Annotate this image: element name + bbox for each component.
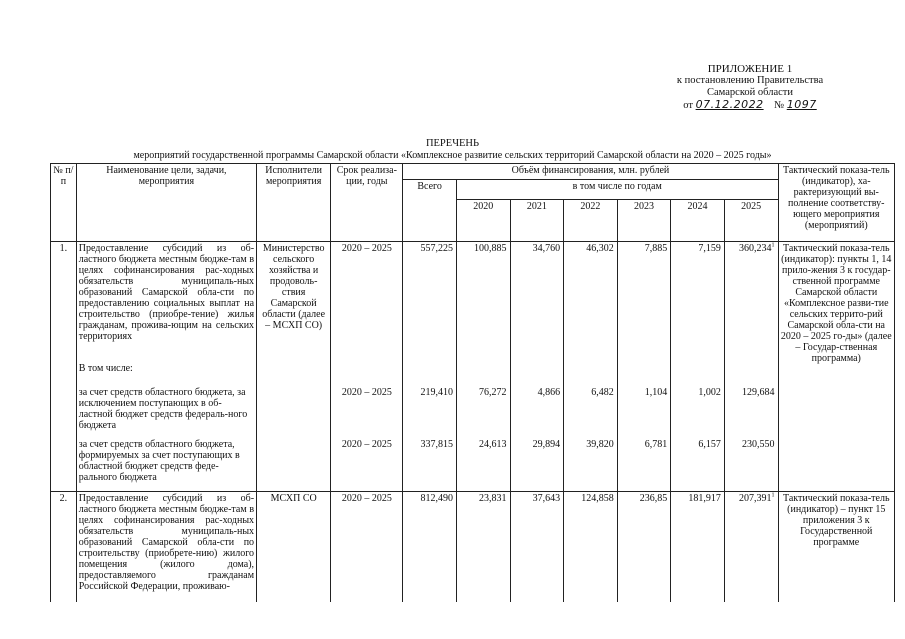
document-date: 07.12.2022 — [695, 98, 764, 111]
row-year-value: 6,482 — [564, 386, 618, 438]
row-total: 557,225 — [403, 242, 457, 362]
table-row — [51, 386, 895, 438]
appendix-block — [650, 63, 850, 112]
row-year-value-last — [724, 492, 778, 602]
row-name: Предоставление субсидий из об-ластного бюджета местным бюдже-там в целях софинансирования рас-ходных обязательств муниципаль-ных образований Самарской обла-сти по предоставлению социальных выплат на строительство (приобре-тение) жилья гражданам, прожива-ющим на сельских территориях — [76, 242, 256, 362]
row-year-value-last — [724, 242, 778, 362]
row-year-value: 24,613 — [456, 438, 510, 492]
row-executor: МСХП СО — [257, 492, 331, 602]
row-period: 2020 – 2025 — [331, 242, 403, 362]
row-name: за счет средств областного бюджета, за исключением поступающих в об-ластной бюджет средств федераль-ного бюджета — [76, 386, 256, 438]
document-number: 1097 — [786, 98, 817, 111]
header-year: 2025 — [724, 200, 778, 242]
row-executor: Министерство сельского хозяйства и продоволь-ствия Самарской области (далее – МСХП СО) — [257, 242, 331, 362]
row-year-value: 181,917 — [671, 492, 725, 602]
row-period: 2020 – 2025 — [331, 438, 403, 492]
row-year-value: 124,858 — [564, 492, 618, 602]
row-year-value: 6,157 — [671, 438, 725, 492]
appendix-line-2: Самарской области — [707, 87, 793, 98]
header-by-years: в том числе по годам — [456, 180, 778, 200]
value: 207,391 — [739, 493, 772, 504]
row-year-value: 1,002 — [671, 386, 725, 438]
number-label: № — [774, 100, 785, 111]
document-subtitle: мероприятий государственной программы Самарской области «Комплексное развитие сельских территорий Самарской области на 2020 – 2025 годы» — [133, 150, 772, 161]
appendix-date-line — [650, 99, 850, 112]
header-total: Всего — [403, 180, 457, 242]
row-year-value: 236,85 — [617, 492, 671, 602]
row-num: 2. — [51, 492, 77, 602]
row-year-value: 7,159 — [671, 242, 725, 362]
row-indicator: Тактический показа-тель (индикатор) – пункт 15 приложения 3 к Государственной программе — [778, 492, 894, 602]
row-year-value: 100,885 — [456, 242, 510, 362]
header-year: 2020 — [456, 200, 510, 242]
document-title: ПЕРЕЧЕНЬ — [425, 138, 480, 149]
row-period: 2020 – 2025 — [331, 492, 403, 602]
row-total: 337,815 — [403, 438, 457, 492]
row-year-value: 29,894 — [510, 438, 564, 492]
row-name: Предоставление субсидий из об-ластного бюджета местным бюдже-там в целях софинансирования рас-ходных обязательств муниципаль-ных образований Самарской обла-сти по строительству (приобрете-нию) жилого помещения (жилого дома), предоставляемого гражданам Российской Федерации, проживаю- — [76, 492, 256, 602]
table-row — [51, 438, 895, 492]
row-year-value: 1,104 — [617, 386, 671, 438]
row-year-value: 7,885 — [617, 242, 671, 362]
row-year-value: 23,831 — [456, 492, 510, 602]
row-year-value: 76,272 — [456, 386, 510, 438]
row-year-value: 6,781 — [617, 438, 671, 492]
footnote-mark: 1 — [771, 242, 775, 249]
row-total: 812,490 — [403, 492, 457, 602]
row-period: 2020 – 2025 — [331, 386, 403, 438]
header-period: Срок реализа-ции, годы — [331, 164, 403, 242]
measures-table — [50, 163, 895, 602]
row-year-value: 4,866 — [510, 386, 564, 438]
header-indicator: Тактический показа-тель (индикатор), ха-рактеризующий вы-полнение соответству-ющего мероприятия (мероприятий) — [778, 164, 894, 242]
table-row — [51, 492, 895, 602]
row-name: В том числе: — [76, 362, 256, 386]
table-row — [51, 362, 895, 386]
row-year-value: 37,643 — [510, 492, 564, 602]
appendix-line-1: к постановлению Правительства — [676, 75, 824, 86]
row-year-value: 39,820 — [564, 438, 618, 492]
table-row — [51, 242, 895, 362]
header-year: 2022 — [564, 200, 618, 242]
header-name: Наименование цели, задачи, мероприятия — [76, 164, 256, 242]
header-num: № п/п — [51, 164, 77, 242]
footnote-mark: 1 — [771, 492, 775, 499]
row-year-value: 34,760 — [510, 242, 564, 362]
row-total: 219,410 — [403, 386, 457, 438]
header-year: 2021 — [510, 200, 564, 242]
header-funding: Объём финансирования, млн. рублей — [403, 164, 778, 180]
row-indicator: Тактический показа-тель (индикатор): пункты 1, 14 прило-жения 3 к государ-ственной программе Самарской области «Комплексное разви-тие сельских террито-рий Самарской обла-сти на 2020 – 2025 го-ды» (далее – Государ-ственная программа) — [778, 242, 894, 492]
row-year-value: 46,302 — [564, 242, 618, 362]
row-num: 1. — [51, 242, 77, 362]
header-year: 2023 — [617, 200, 671, 242]
row-year-value: 129,684 — [724, 386, 778, 438]
header-executors: Исполнители мероприятия — [257, 164, 331, 242]
appendix-title: ПРИЛОЖЕНИЕ 1 — [707, 63, 793, 75]
row-name: за счет средств областного бюджета, формируемых за счет поступающих в областной бюджет средств феде-рального бюджета — [76, 438, 256, 492]
row-year-value: 230,550 — [724, 438, 778, 492]
header-year: 2024 — [671, 200, 725, 242]
from-label: от — [683, 100, 693, 111]
value: 360,234 — [739, 243, 772, 254]
